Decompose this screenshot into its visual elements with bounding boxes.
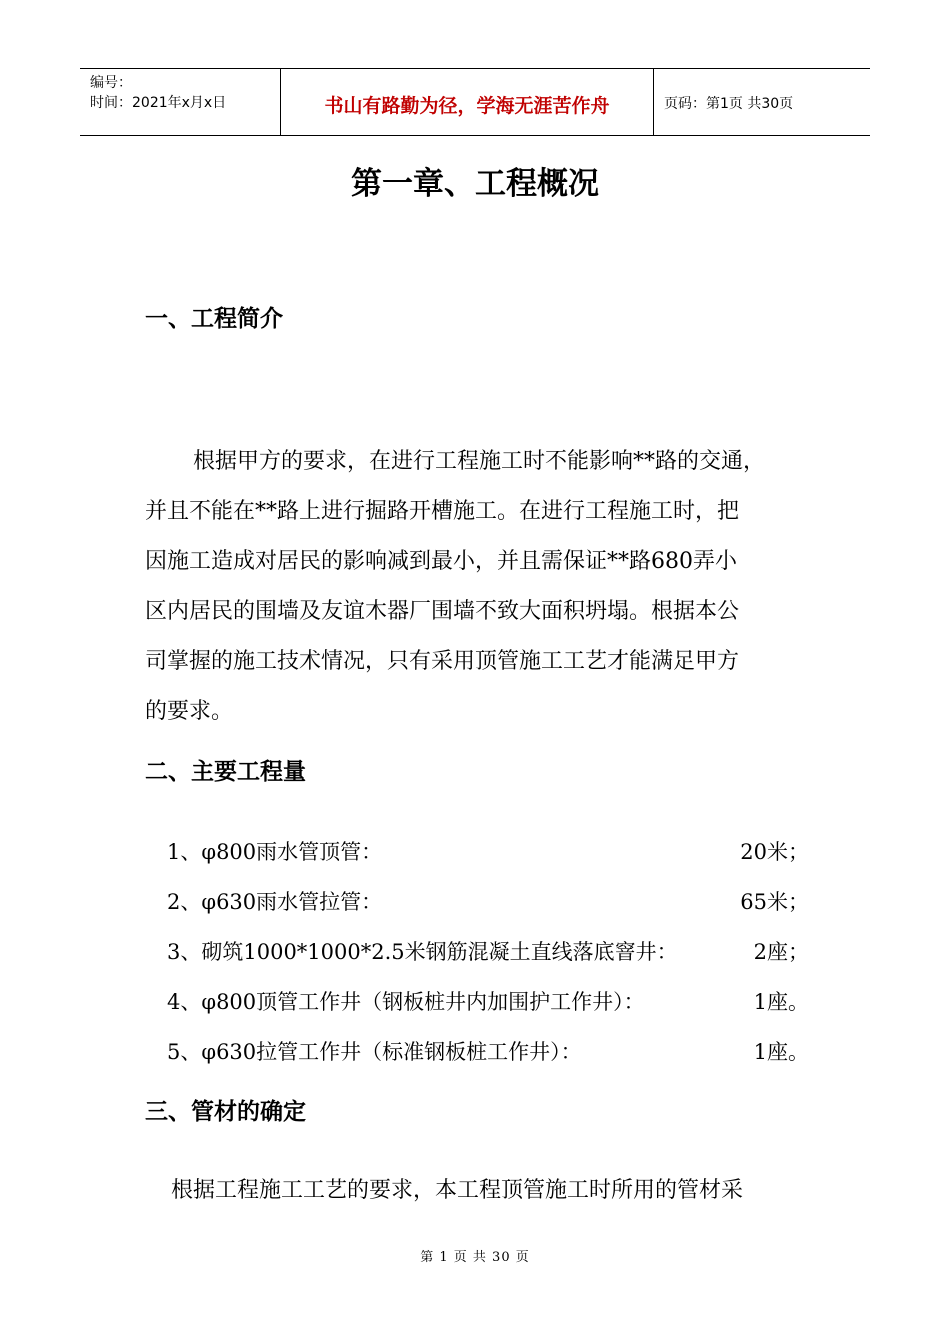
quantity-item — [167, 830, 817, 880]
quantity-item-desc: 1、φ800雨水管顶管： — [167, 840, 383, 864]
quantity-list — [167, 830, 817, 1080]
header-slogan: 书山有路勤为径，学海无涯苦作舟 — [281, 69, 654, 135]
quantity-item-desc: 4、φ800顶管工作井（钢板桩井内加围护工作井）： — [167, 990, 645, 1014]
quantity-item — [167, 1030, 817, 1080]
quantity-item-amount: 2座； — [753, 940, 809, 964]
section-heading-overview: 一、工程简介 — [145, 306, 283, 332]
section-pipe-material-paragraph — [145, 1166, 835, 1216]
header-meta-cell — [80, 69, 281, 135]
section-overview-paragraph — [145, 437, 835, 737]
paragraph-line: 并且不能在**路上进行掘路开槽施工。在进行工程施工时，把 — [145, 499, 740, 524]
paragraph-line: 区内居民的围墙及友谊木器厂围墙不致大面积坍塌。根据本公 — [145, 599, 740, 624]
page-header — [80, 68, 870, 136]
document-time-label: 时间：2021年x月x日 — [90, 95, 227, 111]
quantity-item — [167, 930, 817, 980]
paragraph-line: 的要求。 — [145, 699, 234, 724]
page-footer: 第 1 页 共 30 页 — [420, 1250, 530, 1265]
paragraph-line: 根据甲方的要求，在进行工程施工时不能影响**路的交通， — [193, 449, 766, 474]
quantity-item — [167, 980, 817, 1030]
quantity-item-amount: 1座。 — [753, 1040, 809, 1064]
quantity-item — [167, 880, 817, 930]
quantity-item-desc: 5、φ630拉管工作井（标准钢板桩工作井）： — [167, 1040, 582, 1064]
section-heading-quantities: 二、主要工程量 — [145, 759, 306, 785]
quantity-item-desc: 2、φ630雨水管拉管： — [167, 890, 383, 914]
paragraph-line: 因施工造成对居民的影响减到最小，并且需保证**路680弄小 — [145, 549, 737, 574]
quantity-item-amount: 65米； — [740, 890, 809, 914]
header-page-info: 页码：第1页 共30页 — [664, 96, 794, 112]
quantity-item-desc: 3、砌筑1000*1000*2.5米钢筋混凝土直线落底窨井： — [167, 940, 678, 964]
chapter-title: 第一章、工程概况 — [351, 166, 599, 202]
quantity-item-amount: 1座。 — [753, 990, 809, 1014]
paragraph-line: 司掌握的施工技术情况，只有采用顶管施工工艺才能满足甲方 — [145, 649, 740, 674]
section-heading-pipe-material: 三、管材的确定 — [145, 1099, 306, 1125]
paragraph-line: 根据工程施工工艺的要求，本工程顶管施工时所用的管材采 — [171, 1178, 744, 1203]
quantity-item-amount: 20米； — [740, 840, 809, 864]
document-number-label: 编号： — [90, 75, 132, 91]
